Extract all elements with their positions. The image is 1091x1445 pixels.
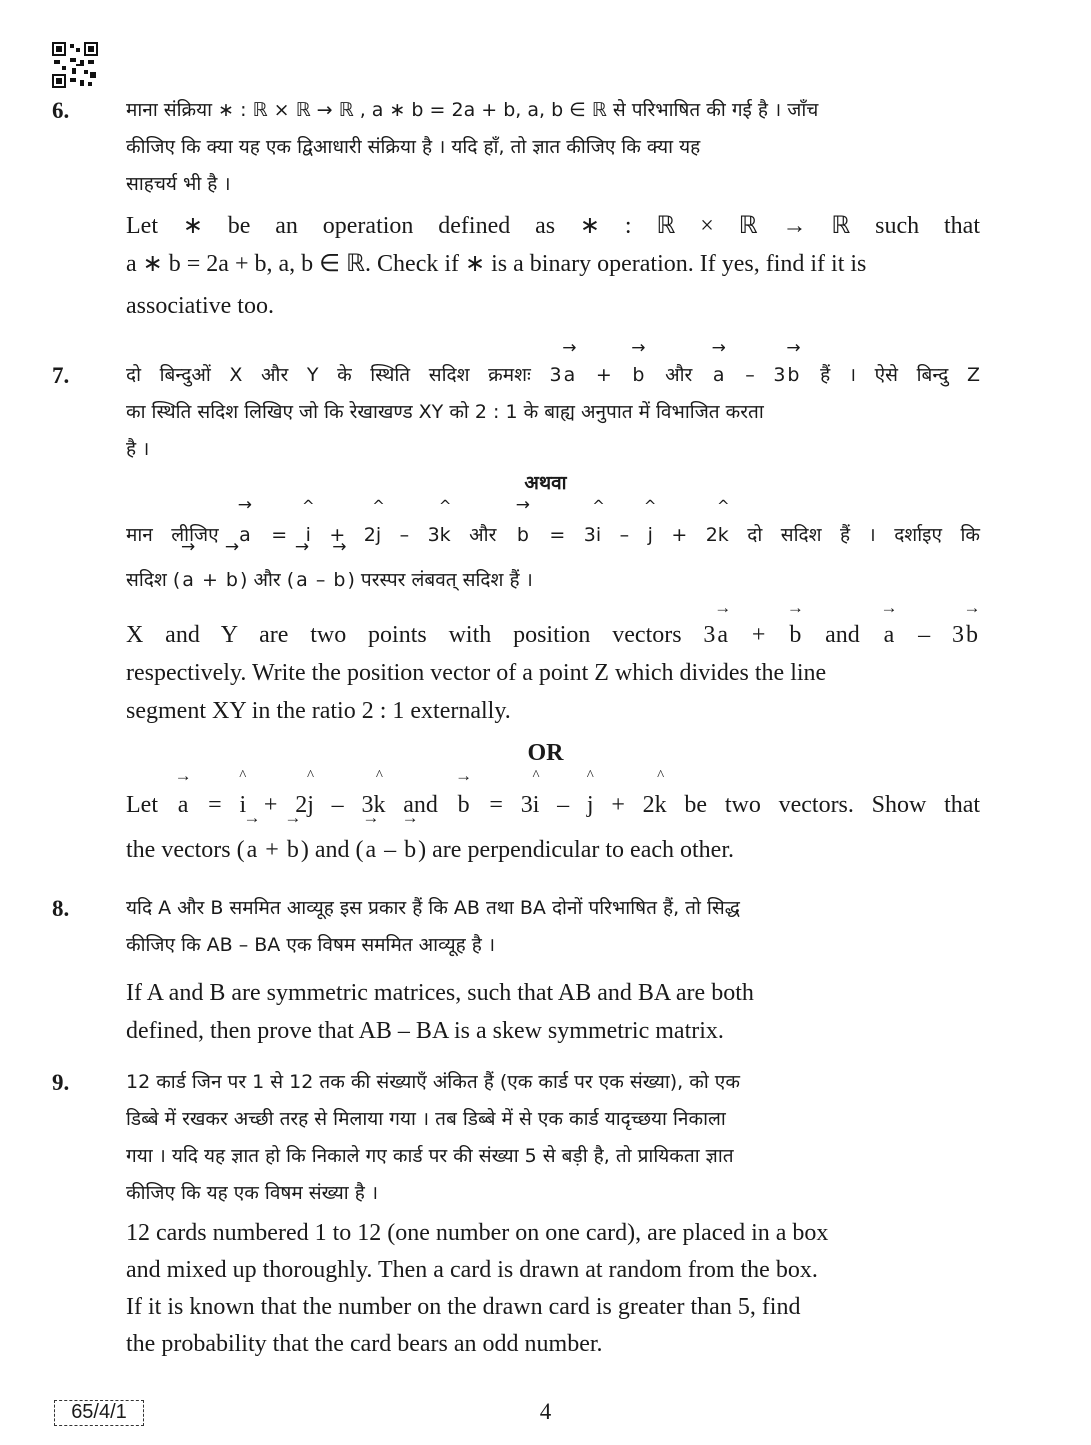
vector-a: → a — [715, 616, 730, 654]
unit-vector-k: ^ k — [440, 514, 451, 556]
unit-vector-i: ^ i — [596, 514, 601, 556]
unit-vector-i: ^ i — [533, 784, 540, 826]
plus-sign: + — [265, 837, 279, 863]
coefficient: 3 — [952, 622, 964, 648]
plus-sign: + — [671, 524, 688, 546]
vector-a: → a — [562, 357, 578, 394]
text-run: हैं । ऐसे बिन्दु Z — [820, 364, 980, 386]
coefficient: 3 — [427, 524, 440, 546]
english-text-line: 12 cards numbered 1 to 12 (one number on one card), are placed in a box — [126, 1220, 829, 1246]
page-number: 4 — [539, 1399, 552, 1424]
vector-a: → a — [294, 556, 310, 604]
text-run: and — [825, 622, 860, 648]
paren: ) — [239, 569, 248, 591]
minus-sign: – — [557, 792, 570, 818]
vector-a: → a — [882, 616, 897, 654]
minus-sign: – — [918, 622, 931, 648]
text-run: the vectors — [126, 837, 231, 863]
english-text-line: If it is known that the number on the drawn card is greater than 5, find — [126, 1294, 801, 1320]
coefficient: 2 — [295, 792, 308, 818]
unit-vector-k: ^ k — [718, 514, 729, 556]
vector-b: → b — [964, 616, 980, 654]
english-text-line — [126, 826, 980, 874]
english-text-line: Let ∗ be an operation defined as ∗ : ℝ × ℝ → ℝ such that — [126, 213, 980, 239]
minus-sign: – — [399, 524, 410, 546]
english-text-line: and mixed up thoroughly. Then a card is drawn at random from the box. — [126, 1257, 818, 1283]
coefficient: 3 — [583, 524, 596, 546]
vector-a: → a — [180, 556, 196, 604]
hindi-text-line: डिब्बे में रखकर अच्छी तरह से मिलाया गया । तब डिब्बे में से एक कार्ड यादृच्छया निकाला — [126, 1108, 726, 1130]
paren: ( — [355, 837, 364, 863]
unit-vector-i: ^ i — [239, 784, 246, 826]
vector-a: → a — [237, 514, 253, 556]
paren: ) — [347, 569, 355, 591]
minus-sign: – — [384, 837, 397, 863]
english-text-line: If A and B are symmetric matrices, such that AB and BA are both — [126, 980, 754, 1006]
text-run: और — [253, 569, 281, 591]
or-heading-english: OR — [527, 740, 564, 766]
hindi-text-line — [126, 357, 980, 394]
unit-vector-j: ^ j — [376, 514, 381, 556]
minus-sign: – — [331, 792, 344, 818]
coefficient: 3 — [773, 364, 786, 386]
unit-vector-k: ^ k — [655, 784, 667, 826]
plus-sign: + — [263, 792, 278, 818]
text-run: and — [314, 837, 350, 863]
unit-vector-k: ^ k — [373, 784, 385, 826]
hindi-text-line: कीजिए कि AB – BA एक विषम सममित आव्यूह है । — [126, 934, 496, 956]
vector-b: → b — [787, 616, 803, 654]
or-heading-hindi: अथवा — [524, 472, 567, 494]
plus-sign: + — [595, 364, 612, 386]
hindi-text-line: कीजिए कि क्या यह एक द्विआधारी संक्रिया है । यदि हाँ, तो ज्ञात कीजिए कि क्या यह — [126, 136, 701, 158]
plus-sign: + — [611, 792, 625, 818]
english-text-line: the probability that the card bears an odd number. — [126, 1331, 603, 1357]
text-run: and — [403, 792, 438, 818]
equals-sign: = — [489, 792, 503, 818]
unit-vector-j: ^ j — [307, 784, 314, 826]
vector-a: → a — [711, 357, 727, 394]
qr-code-icon — [52, 42, 98, 88]
plus-sign: + — [201, 569, 218, 591]
paren: ( — [236, 837, 245, 863]
coefficient: 2 — [705, 524, 718, 546]
equals-sign: = — [271, 524, 288, 546]
text-run: और — [665, 364, 693, 386]
question-number: 9. — [52, 1070, 70, 1095]
vector-b: → b — [515, 514, 531, 556]
text-run: सदिश — [126, 569, 167, 591]
minus-sign: – — [315, 569, 326, 591]
coefficient: 2 — [363, 524, 376, 546]
text-run: दो सदिश हैं । दर्शाइए कि — [747, 524, 980, 546]
vector-b: → b — [285, 826, 301, 874]
hindi-text-line — [126, 556, 980, 604]
paren: ( — [172, 569, 181, 591]
coefficient: 2 — [642, 792, 655, 818]
coefficient: 3 — [361, 792, 374, 818]
text-run: be two vectors. Show that — [684, 792, 981, 818]
vector-b: → b — [402, 826, 418, 874]
hindi-text-line: 12 कार्ड जिन पर 1 से 12 तक की संख्याएँ अंकित हैं (एक कार्ड पर एक संख्या), को एक — [126, 1071, 740, 1093]
plus-sign: + — [329, 524, 346, 546]
text-run: दो बिन्दुओं X और Y के स्थिति सदिश क्रमशः 3 — [126, 364, 562, 386]
hindi-text-line: का स्थिति सदिश लिखिए जो कि रेखाखण्ड XY को 2 : 1 के बाह्य अनुपात में विभाजित करता — [126, 401, 764, 423]
minus-sign: – — [745, 364, 755, 386]
question-number: 7. — [52, 363, 70, 388]
english-text-line: defined, then prove that AB – BA is a skew symmetric matrix. — [126, 1018, 724, 1044]
unit-vector-i: ^ i — [306, 514, 311, 556]
text-run: और — [469, 524, 497, 546]
vector-b: → b — [785, 357, 801, 394]
hindi-text-line: यदि A और B सममित आव्यूह इस प्रकार हैं कि AB तथा BA दोनों परिभाषित हैं, तो सिद्ध — [126, 897, 740, 919]
english-text-line: segment XY in the ratio 2 : 1 externally. — [126, 698, 511, 724]
text-run: Let — [126, 792, 158, 818]
vector-a: → a — [245, 826, 260, 874]
hindi-text-line: है । — [126, 438, 150, 460]
vector-b: → b — [331, 556, 347, 604]
coefficient: 3 — [520, 792, 533, 818]
paren: ) — [300, 837, 309, 863]
plus-sign: + — [751, 622, 766, 648]
hindi-text-line: साहचर्य भी है । — [126, 173, 231, 195]
paper-code: 65/4/1 — [71, 1401, 127, 1423]
equals-sign: = — [208, 792, 222, 818]
question-number: 8. — [52, 896, 70, 921]
english-text-line: a ∗ b = 2a + b, a, b ∈ ℝ. Check if ∗ is a binary operation. If yes, find if it is — [126, 251, 867, 277]
vector-a: → a — [363, 826, 378, 874]
hindi-text-line — [126, 514, 980, 556]
hindi-text-line: माना संक्रिया ∗ : ℝ × ℝ → ℝ , a ∗ b = 2a + b, a, b ∈ ℝ से परिभाषित की गई है । जाँच — [126, 99, 819, 121]
english-text-line: respectively. Write the position vector of a point Z which divides the line — [126, 660, 827, 686]
vector-b: → b — [456, 784, 472, 826]
english-text-line: associative too. — [126, 293, 274, 319]
english-text-line — [126, 616, 980, 654]
paren: ) — [418, 837, 427, 863]
text-run: X and Y are two points with position vectors 3 — [126, 622, 716, 648]
paren: ( — [286, 569, 295, 591]
text-run: are perpendicular to each other. — [432, 837, 734, 863]
text-run: मान लीजिए — [126, 524, 219, 546]
vector-b: → b — [630, 357, 646, 394]
hindi-text-line: कीजिए कि यह एक विषम संख्या है । — [126, 1182, 379, 1204]
text-run: परस्पर लंबवत् सदिश हैं । — [360, 569, 533, 591]
hindi-text-line: गया । यदि यह ज्ञात हो कि निकाले गए कार्ड पर की संख्या 5 से बड़ी है, तो प्रायिकता ज्ञात — [126, 1145, 734, 1167]
unit-vector-j: ^ j — [648, 514, 653, 556]
equals-sign: = — [549, 524, 566, 546]
unit-vector-j: ^ j — [587, 784, 594, 826]
question-number: 6. — [52, 98, 70, 123]
minus-sign: – — [619, 524, 630, 546]
vector-b: → b — [224, 556, 240, 604]
vector-a: → a — [176, 784, 191, 826]
